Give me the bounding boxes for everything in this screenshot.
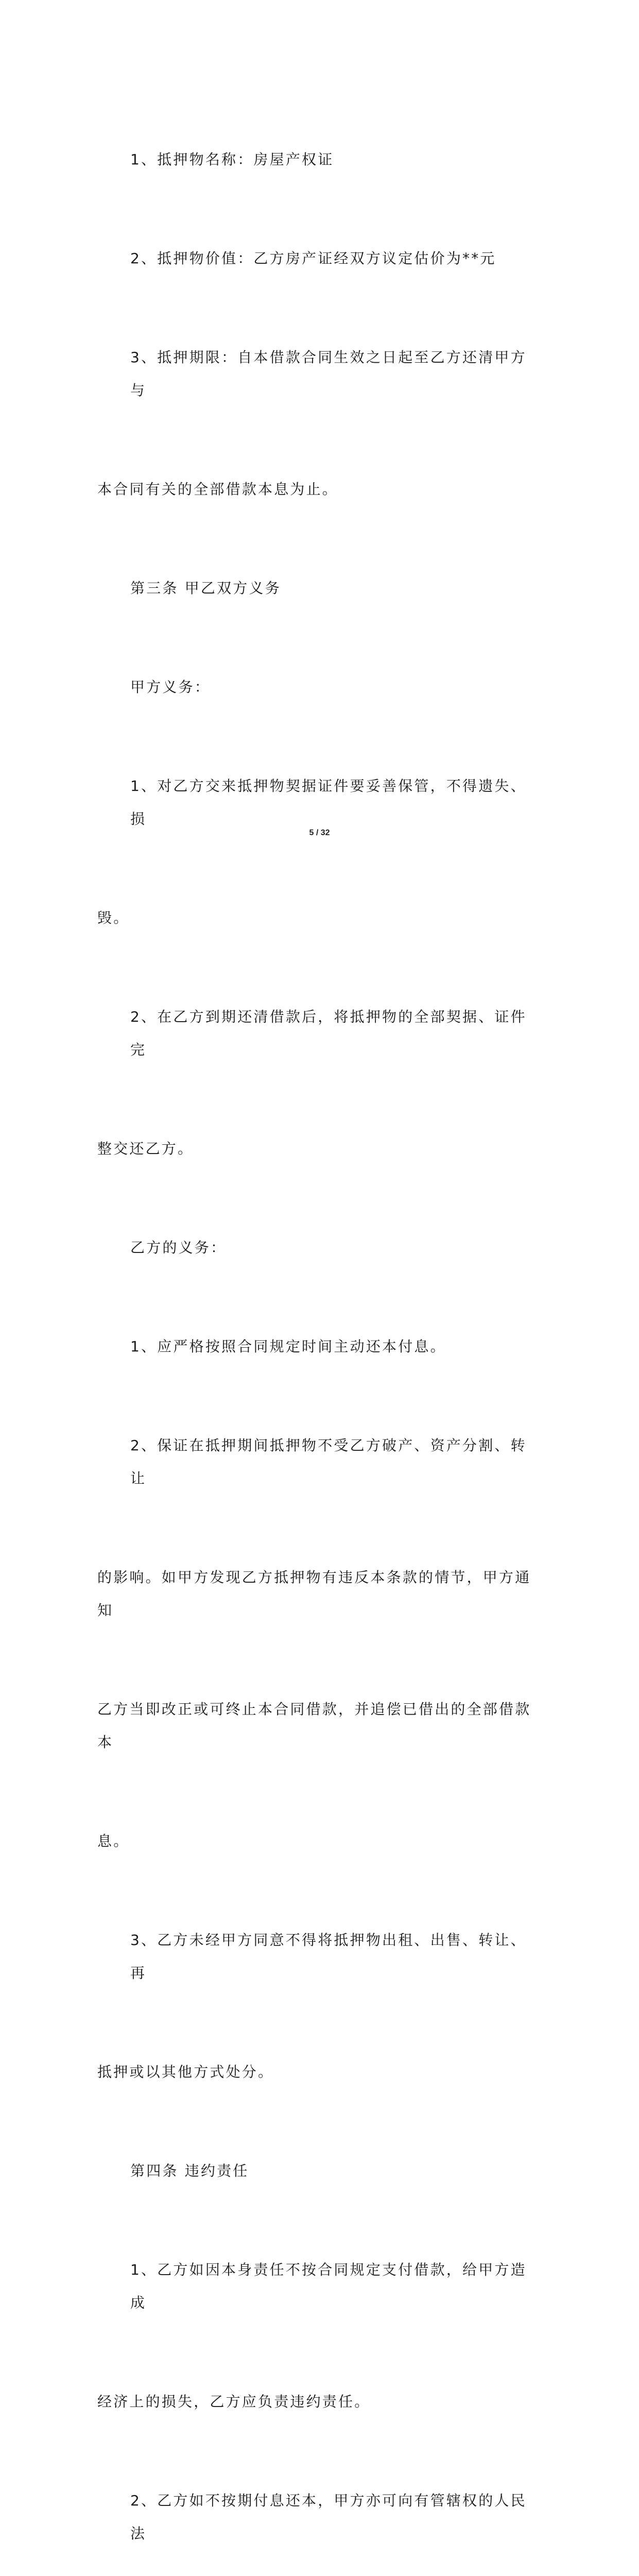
text-line: 本合同有关的全部借款本息为止。 xyxy=(97,481,339,498)
text-line: 2、保证在抵押期间抵押物不受乙方破产、资产分割、转让 xyxy=(130,1437,527,1487)
text-line: 整交还乙方。 xyxy=(97,1140,194,1157)
text-line: 的影响。如甲方发现乙方抵押物有违反本条款的情节，甲方通知 xyxy=(97,1569,531,1619)
text-line: 2、在乙方到期还清借款后，将抵押物的全部契据、证件完 xyxy=(130,1008,527,1058)
document-body xyxy=(97,77,542,2576)
text-line: 2、乙方如不按期付息还本，甲方亦可向有管辖权的人民法 xyxy=(130,2492,527,2542)
section-heading: 第四条 违约责任 xyxy=(130,2162,249,2179)
text-line: 经济上的损失，乙方应负责违约责任。 xyxy=(97,2393,371,2410)
text-line: 3、乙方未经甲方同意不得将抵押物出租、出售、转让、再 xyxy=(130,1931,527,1981)
text-line: 1、抵押物名称：房屋产权证 xyxy=(130,151,334,168)
section-heading: 第三条 甲乙双方义务 xyxy=(130,580,281,597)
text-block xyxy=(97,77,542,2576)
text-line: 1、应严格按照合同规定时间主动还本付息。 xyxy=(130,1338,446,1355)
page-number: 5 / 32 xyxy=(309,828,330,837)
text-line: 1、对乙方交来抵押物契据证件要妥善保管，不得遗失、损 xyxy=(130,777,527,827)
text-line: 3、抵押期限：自本借款合同生效之日起至乙方还清甲方与 xyxy=(130,349,527,399)
subsection-heading: 乙方的义务： xyxy=(130,1239,227,1256)
text-line: 抵押或以其他方式处分。 xyxy=(97,2063,274,2080)
text-line: 息。 xyxy=(97,1833,130,1850)
text-line: 1、乙方如因本身责任不按合同规定支付借款，给甲方造成 xyxy=(130,2261,527,2311)
text-line: 乙方当即改正或可终止本合同借款，并追偿已借出的全部借款本 xyxy=(97,1701,531,1751)
text-line: 2、抵押物价值：乙方房产证经双方议定估价为**元 xyxy=(130,250,496,267)
subsection-heading: 甲方义务： xyxy=(130,679,211,696)
text-line: 毁。 xyxy=(97,909,130,926)
